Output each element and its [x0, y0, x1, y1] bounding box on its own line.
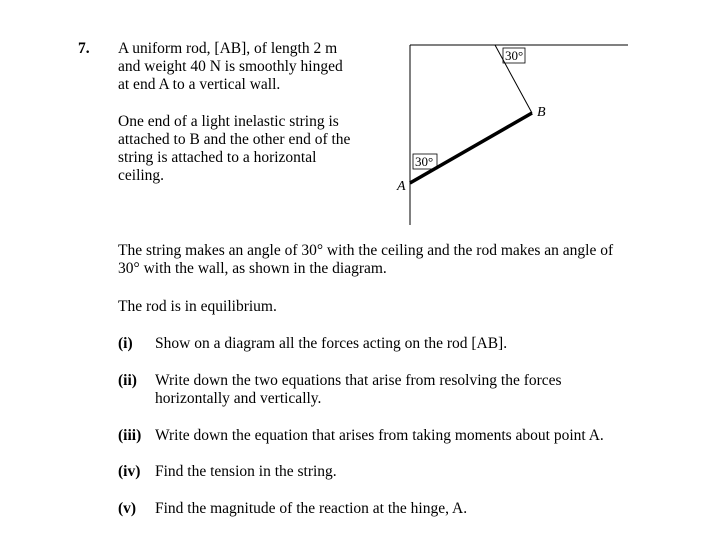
ceiling-angle-label: 30° [505, 48, 524, 63]
rod-diagram [380, 30, 640, 240]
intro-paragraph [118, 40, 388, 94]
part-label: (iii) [118, 427, 142, 444]
angle-paragraph [118, 242, 678, 278]
part-label: (v) [118, 500, 137, 517]
part-text: horizontally and vertically. [155, 390, 322, 407]
question-number: 7. [78, 40, 90, 57]
angle-line: The string makes an angle of 30° with the ceiling and the rod makes an angle of [118, 242, 614, 259]
part-text: Find the magnitude of the reaction at the hinge, A. [155, 500, 468, 517]
string-line: attached to B and the other end of the [118, 131, 351, 148]
equilibrium-text: The rod is in equilibrium. [118, 298, 277, 315]
angle-line: 30° with the wall, as shown in the diagram. [118, 260, 387, 277]
part-label: (ii) [118, 372, 137, 389]
string-line: One end of a light inelastic string is [118, 113, 339, 130]
point-b-label: B [537, 105, 546, 120]
part-text: Write down the two equations that arise from resolving the forces [155, 372, 562, 389]
string-line: ceiling. [118, 167, 165, 184]
string-paragraph [118, 113, 388, 185]
string-line: string is attached to a horizontal [118, 149, 317, 166]
intro-line: and weight 40 N is smoothly hinged [118, 58, 343, 75]
part-label: (i) [118, 335, 133, 352]
point-a-label: A [397, 179, 406, 194]
part-text: Find the tension in the string. [155, 463, 337, 480]
intro-line: A uniform rod, [AB], of length 2 m [118, 40, 338, 57]
part-label: (iv) [118, 463, 141, 480]
part-text: Show on a diagram all the forces acting on the rod [AB]. [155, 335, 508, 352]
part-text: Write down the equation that arises from taking moments about point A. [155, 427, 604, 444]
intro-line: at end A to a vertical wall. [118, 76, 281, 93]
wall-angle-label: 30° [415, 154, 434, 169]
rod-ab [410, 113, 532, 183]
